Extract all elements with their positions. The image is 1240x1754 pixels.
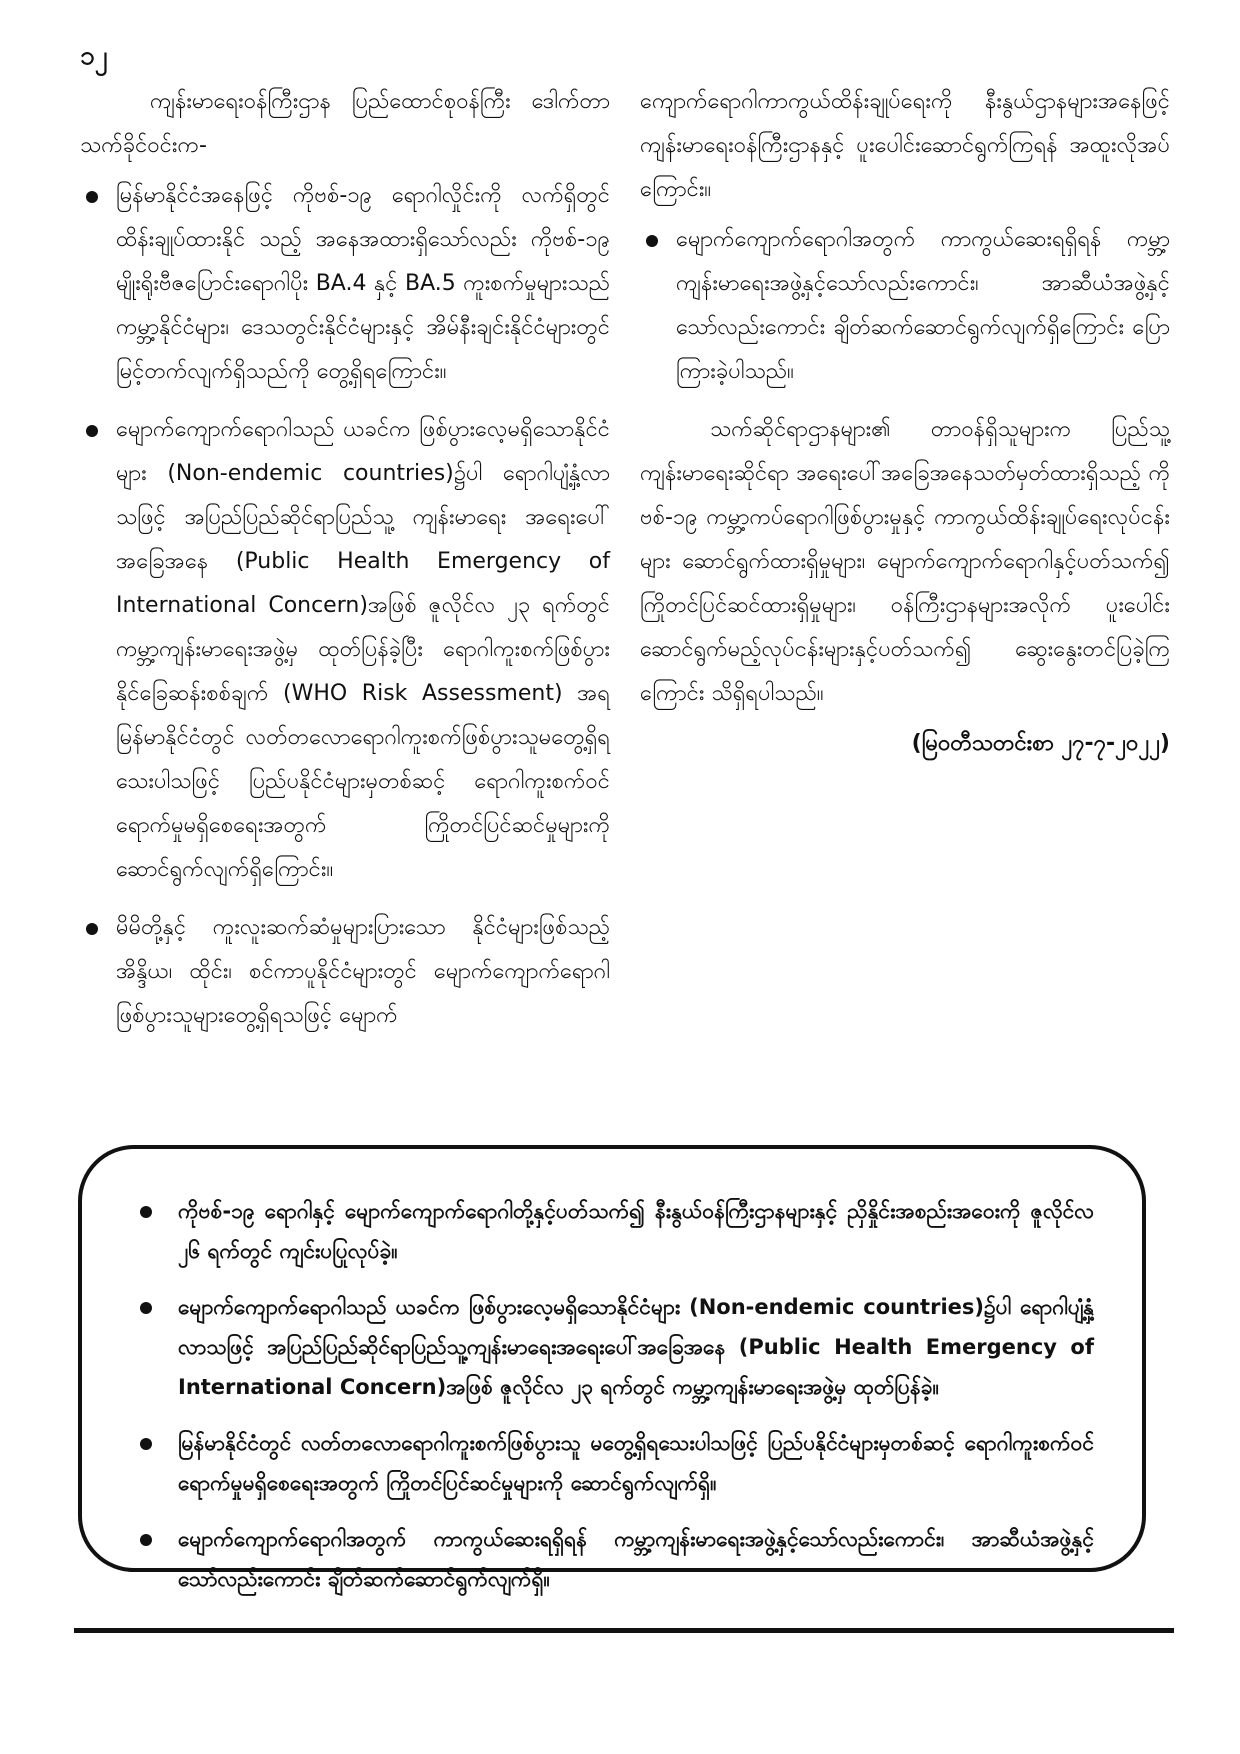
bullet-text: မိမိတို့နှင့် ကူးလူးဆက်ဆံမှုများပြားသော နိုင်ငံများဖြစ်သည့် အိန္ဒိယ၊ ထိုင်း၊ စင်ကာပူနိုင်ငံများတွင် မျောက်ကျောက်ရောဂါ ဖြစ်ပွားသူများတွေ့ရှိရသဖြင့် မျောက် bbox=[116, 915, 610, 1028]
summary-list bbox=[130, 1191, 1094, 1599]
bullet-icon bbox=[140, 1206, 152, 1218]
list-item bbox=[80, 408, 610, 892]
summary-text: မြန်မာနိုင်ငံတွင် လတ်တလောရောဂါကူးစက်ဖြစ်ပွားသူ မတွေ့ရှိရသေးပါသဖြင့် ပြည်ပနိုင်ငံများမှတစ်ဆင့် ရောဂါကူးစက်ဝင်ရောက်မှုမရှိစေရေးအတွက် ကြိုတင်ပြင်ဆင်မှုများကို ဆောင်ရွက်လျက်ရှိ။ bbox=[178, 1431, 1094, 1495]
right-column bbox=[640, 80, 1170, 1040]
continued-bullet-text: ကျောက်ရောဂါကာကွယ်ထိန်းချုပ်ရေးကို နီးနွယ်ဌာနများအနေဖြင့် ကျန်းမာရေးဝန်ကြီးဌာနနှင့် ပူးပေါင်းဆောင်ရွက်ကြရန် အထူးလိုအပ်ကြောင်း။ bbox=[640, 89, 1170, 202]
list-item bbox=[640, 218, 1170, 394]
summary-text: ကိုဗစ်-၁၉ ရောဂါနှင့် မျောက်ကျောက်ရောဂါတို့နှင့်ပတ်သက်၍ နီးနွယ်ဝန်ကြီးဌာနများနှင့် ညှိနှိုင်းအစည်းအဝေးကို ဇူလိုင်လ ၂၆ ရက်တွင် ကျင်းပပြုလုပ်ခဲ့။ bbox=[178, 1199, 1094, 1263]
left-column bbox=[80, 80, 610, 1040]
bullet-text: မျောက်ကျောက်ရောဂါသည် ယခင်က ဖြစ်ပွားလေ့မရှိသောနိုင်ငံများ (Non-endemic countries)၌ပါ ရောဂါပျံ့နှံ့လာသဖြင့် အပြည်ပြည်ဆိုင်ရာပြည်သူ့ ကျန်းမာရေး အရေးပေါ်အခြေအနေ (Public Health Emergency of International Concern)အဖြစ် ဇူလိုင်လ ၂၃ ရက်တွင် ကမ္ဘာ့ကျန်းမာရေးအဖွဲ့မှ ထုတ်ပြန်ခဲ့ပြီး ရောဂါကူးစက်ဖြစ်ပွားနိုင်ခြေဆန်းစစ်ချက် (WHO Risk Assessment) အရ မြန်မာနိုင်ငံတွင် လတ်တလောရောဂါကူးစက်ဖြစ်ပွားသူမတွေ့ရှိရသေးပါသဖြင့် ပြည်ပနိုင်ငံများမှတစ်ဆင့် ရောဂါကူးစက်ဝင်ရောက်မှုမရှိစေရေးအတွက် ကြိုတင်ပြင်ဆင်မှုများကို ဆောင်ရွက်လျက်ရှိကြောင်း။ bbox=[116, 417, 610, 882]
bullet-text: မျောက်ကျောက်ရောဂါအတွက် ကာကွယ်ဆေးရရှိရန် ကမ္ဘာ့ကျန်းမာရေးအဖွဲ့နှင့်သော်လည်းကောင်း၊ အာဆီယံအဖွဲ့နှင့်သော်လည်းကောင်း ချိတ်ဆက်ဆောင်ရွက်လျက်ရှိကြောင်း ပြောကြားခဲ့ပါသည်။ bbox=[676, 227, 1170, 384]
bullet-icon bbox=[140, 1438, 152, 1450]
bullet-text: မြန်မာနိုင်ငံအနေဖြင့် ကိုဗစ်-၁၉ ရောဂါလှိုင်းကို လက်ရှိတွင် ထိန်းချုပ်ထားနိုင် သည့် အနေအထားရှိသော်လည်း ကိုဗစ်-၁၉ မျိုးရိုးဗီဇပြောင်းရောဂါပိုး BA.4 နှင့် BA.5 ကူးစက်မှုများသည် ကမ္ဘာ့နိုင်ငံများ၊ ဒေသတွင်းနိုင်ငံများနှင့် အိမ်နီးချင်းနိုင်ငံများတွင် မြင့်တက်လျက်ရှိသည်ကို တွေ့ရှိရကြောင်း။ bbox=[116, 183, 610, 384]
summary-text: မျောက်ကျောက်ရောဂါအတွက် ကာကွယ်ဆေးရရှိရန် ကမ္ဘာ့ကျန်းမာရေးအဖွဲ့နှင့်သော်လည်းကောင်း၊ အာဆီယံအဖွဲ့နှင့်သော်လည်းကောင်း ချိတ်ဆက်ဆောင်ရွက်လျက်ရှိ။ bbox=[178, 1527, 1094, 1591]
source-citation: (မြဝတီသတင်းစာ ၂၇-၇-၂၀၂၂) bbox=[911, 731, 1170, 756]
left-bullet-list bbox=[80, 174, 610, 1038]
bullet-icon bbox=[140, 1534, 152, 1546]
right-bullet-list bbox=[640, 218, 1170, 394]
bullet-icon bbox=[86, 191, 98, 203]
summary-item bbox=[130, 1191, 1094, 1271]
list-item bbox=[80, 906, 610, 1038]
bullet-icon bbox=[86, 923, 98, 935]
page-number: ၁၂ bbox=[80, 41, 108, 71]
bottom-divider bbox=[74, 1628, 1174, 1633]
summary-item bbox=[130, 1423, 1094, 1503]
summary-text: မျောက်ကျောက်ရောဂါသည် ယခင်က ဖြစ်ပွားလေ့မရှိသောနိုင်ငံများ (Non-endemic countries)၌ပါ ရောဂါပျံ့နှံ့လာသဖြင့် အပြည်ပြည်ဆိုင်ရာပြည်သူ့ကျန်းမာရေးအရေးပေါ်အခြေအနေ (Public Health Emergency of International Concern)အဖြစ် ဇူလိုင်လ ၂၃ ရက်တွင် ကမ္ဘာ့ကျန်းမာရေးအဖွဲ့မှ ထုတ်ပြန်ခဲ့။ bbox=[178, 1295, 1094, 1399]
list-item bbox=[80, 174, 610, 394]
body-paragraph: သက်ဆိုင်ရာဌာနများ၏ တာဝန်ရှိသူများက ပြည်သူ့ကျန်းမာရေးဆိုင်ရာ အရေးပေါ်အခြေအနေသတ်မှတ်ထားရှိသည့် ကိုဗစ်-၁၉ ကမ္ဘာ့ကပ်ရောဂါဖြစ်ပွားမှုနှင့် ကာကွယ်ထိန်းချုပ်ရေးလုပ်ငန်းများ ဆောင်ရွက်ထားရှိမှုများ၊ မျောက်ကျောက်ရောဂါနှင့်ပတ်သက်၍ ကြိုတင်ပြင်ဆင်ထားရှိမှုများ၊ ဝန်ကြီးဌာနများအလိုက် ပူးပေါင်းဆောင်ရွက်မည့်လုပ်ငန်းများနှင့်ပတ်သက်၍ ဆွေးနွေးတင်ပြခဲ့ကြကြောင်း သိရှိရပါသည်။ bbox=[640, 417, 1170, 706]
article-body bbox=[80, 80, 1170, 1040]
intro-paragraph: ကျန်းမာရေးဝန်ကြီးဌာန ပြည်ထောင်စုဝန်ကြီး ဒေါက်တာသက်ခိုင်ဝင်းက- bbox=[80, 89, 610, 158]
summary-item bbox=[130, 1519, 1094, 1599]
summary-box bbox=[78, 1145, 1146, 1591]
bullet-icon bbox=[86, 425, 98, 437]
summary-item bbox=[130, 1287, 1094, 1407]
bullet-icon bbox=[140, 1302, 152, 1314]
bullet-icon bbox=[646, 235, 658, 247]
